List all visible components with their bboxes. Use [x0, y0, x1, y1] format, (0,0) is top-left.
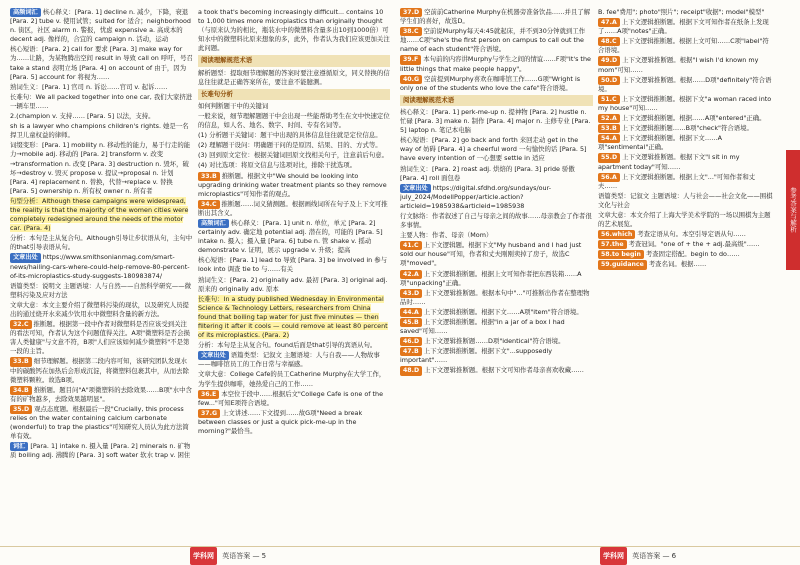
- answer-tag: 50.D: [598, 76, 620, 85]
- column-3: [400, 8, 593, 543]
- answer-tag: 58.to begin: [598, 250, 644, 259]
- answer-paragraph: [198, 370, 390, 388]
- paragraph-text: 推断题。根据文中"We should be looking into upgrading drinking water treatment plants so they remove microplastics"可知作者的观点。: [198, 171, 387, 198]
- answer-tag: 57.the: [598, 240, 627, 249]
- paragraph-text: 长难句：In a study published Wednesday in Environmental Science & Technology Letters, researchers from China found that boiling tap water for just five minutes — then filtering it after it cools — could remove at least 80 percent of its microplastics. (Para. 2): [198, 294, 388, 340]
- column-4: [598, 8, 773, 543]
- answer-paragraph: [598, 260, 773, 269]
- page-number-right: 英语答案 — 6: [632, 552, 677, 560]
- paragraph-text: 熟词生义：[Para. 2] originally adv. 最初 [Para. 3] original adj. 原来的 originally adv. 原本: [198, 275, 388, 293]
- paragraph-text: 主要人物：作者、母亲（Mom）: [400, 231, 493, 240]
- answer-paragraph: [198, 409, 390, 436]
- paragraph-text: 推断题。题目问"A"项微塑料的去除效果……B项"水中含有的矿物越多，去除效果越明显"。: [10, 385, 192, 403]
- answer-paragraph: [598, 37, 773, 55]
- answer-tag: 35.D: [10, 405, 32, 414]
- paragraph-text: 核心释义：[Para. 1] unit n. 单位，单元 [Para. 2] certainly adv. 确定地 potential adj. 潜在的，可能的 [Para. 5] intake n. 摄入；摄入量 [Para. 6] tube n. 管 shake v. 摇动 demonstrate v. 证明，展示 upgrade v. 升级；提高: [198, 218, 383, 255]
- answer-paragraph: [400, 136, 593, 163]
- answer-paragraph: [598, 211, 773, 229]
- answer-paragraph: [598, 18, 773, 36]
- paragraph-text: 细节理解题。根据第二段内容可知，该研究团队发现水中的碳酸钙在加热后会形成沉淀，将微塑料包裹其中，从而去除微塑料颗粒。故选B项。: [10, 357, 189, 384]
- paragraph-text: 考查冠词。"one of + the + adj.最高级"……: [628, 240, 760, 249]
- answer-tag: 34.C: [198, 200, 220, 209]
- answer-paragraph: [10, 357, 193, 384]
- paragraph-text: 空前提到Murphy喜欢在咖啡馆工作……G项"Wright is only one of the students who love the cafe"符合语境。: [400, 74, 581, 92]
- answer-paragraph: [400, 347, 593, 365]
- paragraph-text: a took that's becoming increasingly difficult... contains 10 to 1,000 times more microplastics than originally thought（与原来认为的相比，瓶装水中的微塑料含量多出10到1000倍）可知水中的微塑料比原来想象的多，此外，作者认为我们应该更加关注此问题。: [198, 8, 390, 53]
- answer-paragraph: [198, 256, 390, 274]
- answer-paragraph: [598, 76, 773, 94]
- paragraph-text: (4) 对比选项：将原文信息与选项对比，排除干扰选项。: [198, 161, 357, 170]
- paragraph-text: 上下文逻辑题。根据下文"My husband and I had just sold our house"可知，作者和丈夫刚刚卖掉了房子，故选C项"moved"。: [400, 241, 582, 268]
- answer-tag: 41.C: [400, 241, 422, 250]
- answer-tag: 47.B: [400, 347, 422, 356]
- answer-paragraph: [10, 405, 193, 441]
- answer-paragraph: [598, 56, 773, 74]
- paragraph-text: (3) 回到原文定位：根据关键词回原文找相关句子，注意前后句意。: [198, 151, 389, 160]
- answer-paragraph: [400, 75, 593, 93]
- answer-paragraph: [400, 270, 593, 288]
- answer-paragraph: [10, 8, 193, 44]
- paragraph-text: 上下文逻辑推断题。根据……D项"definitely"符合语境。: [598, 75, 772, 93]
- paragraph-text: 一般来说，细节理解题题干中会出现一些能帮助考生在文中快速定位的信息，如人名、地名、数字、时间、专有名词等。: [198, 111, 390, 130]
- paragraph-text: (2) 理解题干设问：明确题干问的是原因、结果、目的、方式等。: [198, 141, 382, 150]
- answer-paragraph: [198, 200, 390, 218]
- answer-tag: 文章出处: [198, 351, 229, 360]
- answer-paragraph: [10, 234, 193, 252]
- answer-tag: 33.B: [10, 357, 32, 366]
- answer-paragraph: [598, 153, 773, 171]
- paragraph-text: [Para. 1] intake n. 摄入量 [Para. 2] minerals n. 矿物质 boiling adj. 沸腾的 [Para. 3] soft water 软水 trap v. 困住: [10, 442, 191, 460]
- paragraph-text: 如何判断题干中的关键词: [198, 101, 269, 110]
- answer-paragraph: [10, 141, 193, 196]
- paragraph-text: 行文脉络：作者叙述了自己与母亲之间的故事……母亲教会了作者很多事情。: [400, 211, 592, 230]
- answer-paragraph: [598, 134, 773, 152]
- paragraph-text: 考查名词。根据……: [648, 260, 707, 269]
- page-number-left: 英语答案 — 5: [222, 552, 267, 560]
- answer-paragraph: [198, 161, 390, 170]
- answer-paragraph: [198, 219, 390, 255]
- answer-paragraph: [400, 366, 593, 375]
- answer-paragraph: [400, 308, 593, 317]
- answer-paragraph: [598, 8, 773, 17]
- paragraph-text: 语篇类型：记叙文 主题语境：人与自我——人物故事——咖啡馆员工的工作日常与幸福感。: [198, 351, 380, 369]
- answer-tag: 45.B: [400, 318, 422, 327]
- answer-paragraph: [400, 212, 593, 230]
- answer-paragraph: [598, 173, 773, 191]
- paragraph-text: 2.(champion v. 支持…… [Para. 5] 以法，支持。: [10, 112, 155, 121]
- answer-paragraph: [598, 230, 773, 239]
- answer-paragraph: [400, 231, 593, 240]
- answer-paragraph: [598, 240, 773, 249]
- answer-paragraph: [10, 301, 193, 319]
- answer-paragraph: [10, 122, 193, 140]
- answer-paragraph: [10, 93, 193, 111]
- answer-paragraph: [598, 95, 773, 113]
- answer-paragraph: [198, 276, 390, 294]
- paragraph-text: 分析：本句是主从复合句。Although引导让步状语从句，主句中的that引导表语从句。: [10, 234, 193, 252]
- paragraph-text: 本句前的内容讲Murphy与学生之间的情谊……F项"It's the little things that make people happy"。: [400, 55, 591, 73]
- answer-paragraph: [400, 318, 593, 336]
- answer-tag: 53.B: [598, 124, 620, 133]
- paragraph-text: 解析题型：提取细节理解题的答案时要注意遵循原文，同义替换的信息往往就是正确答案所在，要注意不能臆测。: [198, 68, 390, 86]
- paragraph-text: 核心短语：[Para. 1] lead to 导致 [Para. 3] be involved in 参与 look into 调查 tie to 与……有关: [198, 256, 388, 274]
- answer-paragraph: [598, 124, 773, 133]
- paragraph-text: 核心短语：[Para. 2] go back and forth 来回走动 get in the way of 妨碍 [Para. 4] a cheerful word 一句愉快的话 [Para. 5] have every intention of 一心想要 settle in 适应: [400, 136, 587, 163]
- paragraph-text: 词缀变形：[Para. 1] mobility n. 移动性的能力，易于行走的能力→mobile adj. 移动的 [Para. 2] transform v. 改变→transformation n. 改变 [Para. 3] destruction n. 毁坏，破坏→destroy v. 毁灭 propose v. 提议→proposal n. 计划 [Para. 4] replacement n. 替换，代替→replace v. 替换 [Para. 5] ownership n. 所有权 owner n. 所有者: [10, 141, 191, 195]
- answer-tag: 47.A: [598, 18, 620, 27]
- answer-paragraph: [598, 114, 773, 123]
- answer-tag: 36.E: [198, 390, 219, 399]
- paragraph-text: 本空位于段中……根据后文"College Cafe is one of the few..."可知E项符合语境。: [198, 389, 384, 407]
- paragraph-text: 上下文逻辑推断题。根据下文……A项"sentimental"正确。: [598, 134, 722, 152]
- answer-paragraph: [10, 320, 193, 356]
- answer-paragraph: [10, 83, 193, 92]
- paragraph-text: sh is a lawyer who champions children's rights. 她是一名捍卫儿童权益的律师。: [10, 122, 189, 140]
- section-heading: 阅读理解规范术语: [198, 55, 390, 66]
- answer-tag: 44.A: [400, 308, 422, 317]
- paragraph-text: 上下文逻辑推断题……B项"check"符合语境。: [621, 124, 753, 133]
- answer-paragraph: [198, 141, 390, 150]
- answer-tag: 59.guidance: [598, 260, 647, 269]
- paragraph-text: 上下文逻辑推断题。根据上文"..."可知作者和丈夫……: [598, 172, 756, 190]
- column-1: [10, 8, 193, 543]
- answer-tag: 38.C: [400, 27, 422, 36]
- answer-paragraph: [198, 8, 390, 53]
- answer-tag: 51.C: [598, 95, 620, 104]
- paragraph-text: 长难句：We all packed together into one car, 我们大家挤进一辆车里……: [10, 92, 193, 110]
- answer-tag: 39.F: [400, 55, 421, 64]
- answer-tag: 37.D: [400, 8, 422, 17]
- paragraph-text: 上文讲述……下文提到……故G项"Need a break between classes or just a quick pick-me-up in the morning?"最恰当。: [198, 408, 363, 436]
- paragraph-text: 空前说Murphy每天4:45就起床，并不到30分钟就到工作地……C项"she's the first person on campus to call out the name of each student"符合语境。: [400, 27, 586, 54]
- paragraph-text: 考查固定搭配。begin to do……: [645, 250, 740, 259]
- answer-paragraph: [598, 192, 773, 210]
- brand-logo: 学科网: [190, 547, 217, 565]
- answer-paragraph: [400, 165, 593, 183]
- paragraph-text: 上下文逻辑推断题。根据本句中"..."可推断出作者在整理物品时……: [400, 288, 590, 306]
- paragraph-text: 核心释义：[Para. 1] perk-me-up n. 提神物 [Para. 2] hustle n. 忙碌 [Para. 3] make n. 制作 [Para. 4] major n. 主修专业 [Para. 5] laptop n. 笔记本电脑: [400, 107, 591, 135]
- paragraph-text: B. fee"费用"; photo"照片"; receipt"收据"; model"模型": [598, 8, 765, 16]
- answer-paragraph: [198, 112, 390, 130]
- paragraph-text: 核心短语：[Para. 2] call for 要求 [Para. 3] make way for 为……让路，为某物腾出空间 result in 导致 call on 呼吁，号召 take a stand 表明立场 [Para. 4] on account of 由于，因为 [Para. 5] account for 将视为……: [10, 45, 193, 81]
- paragraph-text: (1) 分析题干关键词：题干中出现的具体信息往往就是定位信息。: [198, 131, 382, 140]
- paragraph-text: 推断题……词义猜测题。根据画线词所在句子及上下文可推断出其含义。: [198, 199, 388, 217]
- page-footer: [0, 546, 800, 565]
- paragraph-text: 文章大意：本文介绍了上海大学美术学院的一场以围棋为主题的艺术展览。: [598, 210, 771, 229]
- answer-tag: 49.D: [598, 56, 620, 65]
- column-2: [198, 8, 390, 543]
- answer-paragraph: [10, 197, 193, 233]
- answer-paragraph: [198, 102, 390, 111]
- paragraph-text: 熟词生义：[Para. 1] 官司 n. 诉讼……官司 v. 起诉……: [10, 82, 168, 91]
- paragraph-text: 分析：本句是主从复合句。found后面是that引导的宾语从句。: [198, 341, 377, 350]
- paragraph-text: https://digital.sfdhd.org/sundays/our-july_2024/ModellPopper/article.action?articleid=1985938&articleid=1985938: [400, 183, 552, 210]
- answer-paragraph: [198, 172, 390, 199]
- paragraph-text: 文章大意：本文主要介绍了微塑料污染的现状，以及研究人员提出的通过烧开水来减少饮用水中微塑料含量的新方法。: [10, 300, 189, 318]
- paragraph-text: 文章大意：College Cafe的员工Catherine Murphy在大学工作，为学生提供咖啡，她热爱自己的工作……: [198, 370, 386, 388]
- answer-tag: 40.G: [400, 75, 422, 84]
- footer-right: [600, 547, 676, 565]
- answer-tag: 48.D: [400, 366, 422, 375]
- paragraph-text: 上下文逻辑推断题。根据下文"...supposedly important"……: [400, 347, 553, 365]
- answer-paragraph: [400, 184, 593, 211]
- paragraph-text: 上下文逻辑推断题。根据下文可知作者在纸条上发现了……A项"notes"正确。: [598, 18, 769, 36]
- section-heading: 长难句分析: [198, 89, 390, 100]
- answer-paragraph: [10, 112, 193, 121]
- paragraph-text: 空前前Catherine Murphy在机器旁准备饮品……并且了解学生们的喜好，故选D。: [400, 8, 591, 26]
- paragraph-text: 语篇类型：记叙文 主题语境：人与社会——社会文化——围棋文化与社会: [598, 191, 773, 209]
- answer-paragraph: [400, 337, 593, 346]
- answer-tag: 33.B: [198, 172, 220, 181]
- answer-tag: 34.B: [10, 386, 32, 395]
- answer-paragraph: [400, 8, 593, 26]
- answer-tag: 词汇: [10, 442, 28, 451]
- paragraph-text: 推断题。根据第一段中作者对微塑料是否应该受到关注的看法可知，作者认为这个问题值得关注。A项"微塑料是否会损害人类健康"与文意不符，B项"人们应该如何减少微塑料"不是第一段的主旨。: [10, 320, 190, 356]
- paragraph-text: 上下文逻辑推断题。根据下文"I sit in my apartment today"可知……: [598, 153, 740, 171]
- paragraph-text: 上下文逻辑推断题。根据……A项"entered"正确。: [621, 114, 766, 123]
- paragraph-text: 上下文逻辑推断题。根据上文可知……C项"label"符合语境。: [598, 37, 769, 55]
- paragraph-text: 上下文逻辑推断题。根据下文可知作者母亲喜欢收藏……: [424, 366, 584, 375]
- answer-tag: 56.which: [598, 230, 635, 239]
- answer-paragraph: [10, 386, 193, 404]
- answer-paragraph: [400, 108, 593, 135]
- paragraph-text: 熟词生义：[Para. 2] roast adj. 烘焙的 [Para. 3] pride 骄傲 [Para. 4] roll 面包卷: [400, 164, 575, 182]
- answer-paragraph: [10, 282, 193, 300]
- answer-paragraph: [198, 341, 390, 350]
- paragraph-text: 上下文逻辑推断题……D项"identical"符合语境。: [424, 337, 565, 346]
- answer-paragraph: [198, 69, 390, 87]
- answer-tag: 高频词汇: [198, 219, 229, 228]
- answer-tag: 56.A: [598, 173, 620, 182]
- brand-logo: 学科网: [600, 547, 627, 565]
- answer-tag: 52.A: [598, 114, 620, 123]
- answer-tag: 48.C: [598, 37, 620, 46]
- answer-paragraph: [198, 351, 390, 369]
- answer-paragraph: [198, 151, 390, 160]
- answer-tag: 文章出处: [10, 253, 41, 262]
- answer-paragraph: [400, 55, 593, 73]
- answer-paragraph: [598, 250, 773, 259]
- answer-paragraph: [400, 289, 593, 307]
- answer-tag: 43.D: [400, 289, 422, 298]
- paragraph-text: 上下文逻辑推断题。根据"I wish I'd known my mom"可知……: [598, 56, 759, 74]
- answer-tag: 文章出处: [400, 184, 431, 193]
- paragraph-text: 上下文逻辑推断题。根据下文……A项"item"符合语境。: [423, 307, 583, 316]
- answer-paragraph: [10, 442, 193, 460]
- paragraph-text: https://www.smithsonianmag.com/smart-news/hailing-cars-where-could-help-remove-80-percent-of-its-microplastics-study-suggests-180983874/: [10, 253, 190, 280]
- answer-tag: 32.C: [10, 320, 32, 329]
- section-heading: 阅读理解规范术语: [400, 95, 593, 106]
- paragraph-text: 考查定语从句。本空引导定语从句……: [637, 230, 746, 239]
- answer-tag: 42.A: [400, 270, 422, 279]
- paragraph-text: 句型分析：Although these campaigns were widespread, the reality is that the majority of the women cities were completely redesigned around the needs of the motor car. (Para. 4): [10, 196, 189, 233]
- answer-tag: 55.D: [598, 153, 620, 162]
- answer-paragraph: [10, 253, 193, 280]
- answer-paragraph: [400, 241, 593, 268]
- answer-tag: 46.D: [400, 337, 422, 346]
- answer-paragraph: [198, 295, 390, 340]
- paragraph-text: 上下文逻辑推断题。根据下文"a woman raced into my house"可知……: [598, 94, 772, 112]
- paragraph-text: 语篇类型：说明文 主题语境：人与自然——自然科学研究——微塑料污染及应对方法: [10, 281, 191, 299]
- answer-paragraph: [198, 131, 390, 140]
- footer-left: [190, 547, 266, 565]
- answer-paragraph: [198, 390, 390, 408]
- answer-tag: 高频词汇: [10, 8, 41, 17]
- answer-paragraph: [400, 27, 593, 54]
- paragraph-text: 核心释义：[Para. 1] decline n. 减少，下降，衰退 [Para. 2] tube v. 使用试管；suited for 适合；neighborhood n. 街区，社区 alarm n. 警报，忧虑 expensive a. 高成本的 decent adj. 像样的，合宜的 campaign n. 活动，运动: [10, 8, 191, 44]
- answer-tag: 54.A: [598, 134, 620, 143]
- answer-paragraph: [10, 45, 193, 81]
- side-tab: 参考答案与解析: [786, 150, 800, 270]
- paragraph-text: 上下文逻辑推断题。根据"in a jar of a box I had saved"可知……: [400, 318, 565, 336]
- answer-tag: 37.G: [198, 409, 220, 418]
- paragraph-text: 观点态度题。根据最后一段"Crucially, this process relies on the water containing calcium carbonate (wonderful) to trap the plastics"可知研究人员认为此方法简单有效。: [10, 404, 189, 441]
- paragraph-text: 上下文逻辑推断题。根据上文可知作者把东西装箱……A项"unpacking"正确。: [400, 269, 582, 287]
